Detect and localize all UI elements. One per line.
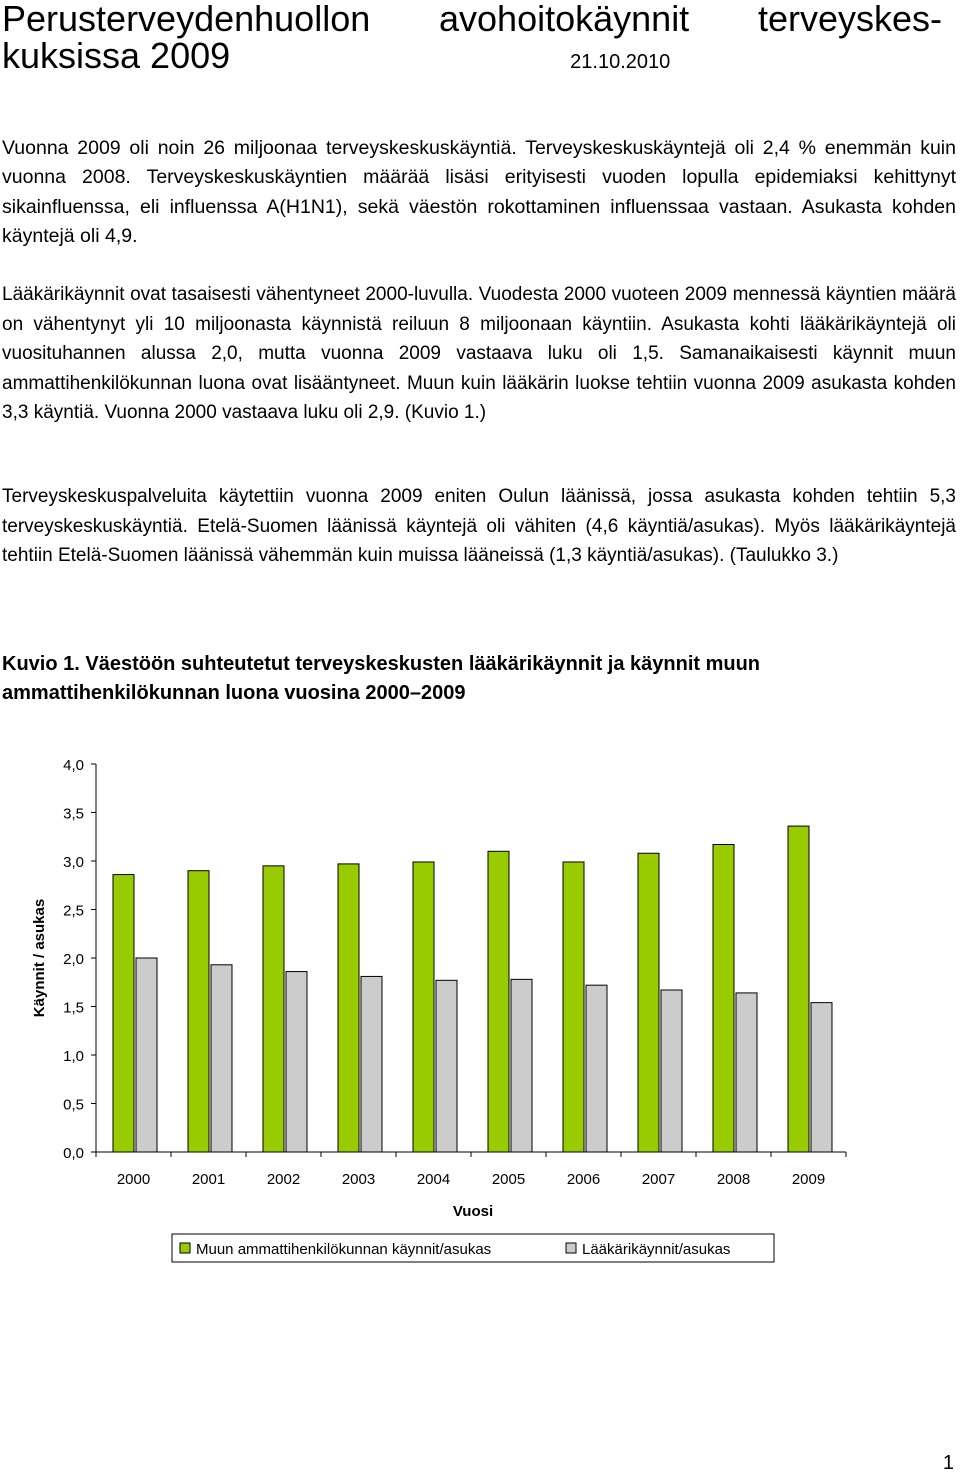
y-tick-label: 4,0 [63, 757, 84, 774]
title-line-2-text: kuksissa 2009 [2, 35, 231, 76]
y-tick-label: 3,0 [63, 854, 84, 871]
figure-caption [2, 650, 942, 708]
x-axis-title: Vuosi [452, 1203, 494, 1220]
title-word-3: terveyskes- [757, 0, 942, 39]
y-tick-label: 1,0 [63, 1048, 84, 1065]
x-tick-label: 2000 [116, 1171, 151, 1188]
bar-other-staff [713, 845, 734, 1152]
bar-other-staff [263, 866, 284, 1152]
legend-swatch [566, 1243, 576, 1253]
y-tick-label: 0,0 [63, 1145, 84, 1162]
publication-date: 21.10.2010 [570, 51, 671, 73]
paragraph-2-text: Lääkärikäynnit ovat tasaisesti vähentyneet 2000-luvulla. Vuodesta 2000 vuoteen 2009 mennessä käyntien määrä on vähentynyt yli 10 miljoonasta käynnistä reiluun 8 miljoonaan käyntiin. Asukasta kohti lääkärikäyntejä oli vuosituhannen alussa 2,0, mutta vuonna 2009 vastaava luku oli 1,5. Samanaikaisesti käynnit muun ammattihenkilökunnan luona ovat lisääntyneet. Muun kuin lääkärin luokse tehtiin vuonna 2009 asukasta kohden 3,3 käyntiä. Vuonna 2000 vastaava luku oli 2,9. (Kuvio 1.) [2, 284, 956, 423]
bar-doctor [361, 976, 382, 1152]
x-tick-label: 2002 [266, 1171, 301, 1188]
bar-doctor [436, 980, 457, 1152]
bar-doctor [211, 965, 232, 1152]
y-tick-label: 2,0 [63, 951, 84, 968]
y-axis-title: Käynnit / asukas [31, 898, 48, 1018]
title-word-2: avohoitokäynnit [439, 0, 690, 39]
page-number: 1 [942, 1452, 954, 1474]
bar-doctor [661, 990, 682, 1152]
bar-other-staff [338, 864, 359, 1152]
legend-label: Lääkärikäynnit/asukas [582, 1241, 731, 1258]
bar-doctor [286, 972, 307, 1152]
x-tick-label: 2003 [341, 1171, 376, 1188]
bar-other-staff [188, 871, 209, 1152]
bar-other-staff [113, 875, 134, 1152]
y-tick-label: 2,5 [63, 902, 84, 920]
title-line-2 [2, 36, 952, 82]
legend-swatch [180, 1243, 190, 1253]
bar-doctor [511, 979, 532, 1152]
paragraph-1 [2, 134, 956, 251]
paragraph-3-text: Terveyskeskuspalveluita käytettiin vuonna 2009 eniten Oulun läänissä, jossa asukasta kohden tehtiin 5,3 terveyskeskuskäyntiä. Etelä-Suomen läänissä käyntejä oli vähiten (4,6 käyntiä/asukas). Myös lääkärikäyntejä tehtiin Etelä-Suomen läänissä vähemmän kuin muissa lääneissä (1,3 käyntiä/asukas). (Taulukko 3.) [2, 486, 956, 566]
figure-caption-text: Väestöön suhteutetut terveyskeskusten lääkärikäynnit ja käynnit muun ammattihenkilökunnan luona vuosina 2000–2009 [2, 653, 761, 704]
y-tick-label: 1,5 [63, 999, 84, 1017]
bar-other-staff [638, 853, 659, 1152]
bar-chart [0, 740, 960, 1300]
x-tick-label: 2001 [191, 1171, 226, 1188]
bar-other-staff [788, 826, 809, 1152]
bar-doctor [736, 993, 757, 1152]
paragraph-1-text: Vuonna 2009 oli noin 26 miljoonaa terveyskeskuskäyntiä. Terveyskeskuskäyntejä oli 2,4 % enemmän kuin vuonna 2008. Terveyskeskuskäyntien määrää lisäsi erityisesti vuoden lopulla epidemiaksi kehittynyt sikainfluenssa, eli influenssa A(H1N1), sekä väestön rokottaminen influenssaa vastaan. Asukasta kohden käyntejä oli 4,9. [2, 137, 956, 247]
title-line-1 [2, 0, 942, 39]
y-tick-label: 0,5 [63, 1096, 84, 1114]
x-tick-label: 2008 [716, 1171, 751, 1188]
x-tick-label: 2005 [491, 1171, 526, 1188]
x-tick-label: 2004 [416, 1171, 451, 1188]
figure-number: Kuvio 1. [2, 653, 80, 675]
y-tick-label: 3,5 [63, 805, 84, 823]
paragraph-2 [2, 280, 956, 428]
bar-doctor [811, 1003, 832, 1152]
bar-doctor [586, 985, 607, 1152]
bar-other-staff [488, 851, 509, 1152]
bar-doctor [136, 958, 157, 1152]
x-tick-label: 2009 [791, 1171, 826, 1188]
x-tick-label: 2006 [566, 1171, 601, 1188]
title-word-1: Perusterveydenhuollon [2, 0, 371, 39]
document-title [2, 2, 952, 82]
x-tick-label: 2007 [641, 1171, 676, 1188]
paragraph-3 [2, 482, 956, 571]
bar-other-staff [413, 862, 434, 1152]
bar-other-staff [563, 862, 584, 1152]
legend-label: Muun ammattihenkilökunnan käynnit/asukas [196, 1241, 492, 1258]
